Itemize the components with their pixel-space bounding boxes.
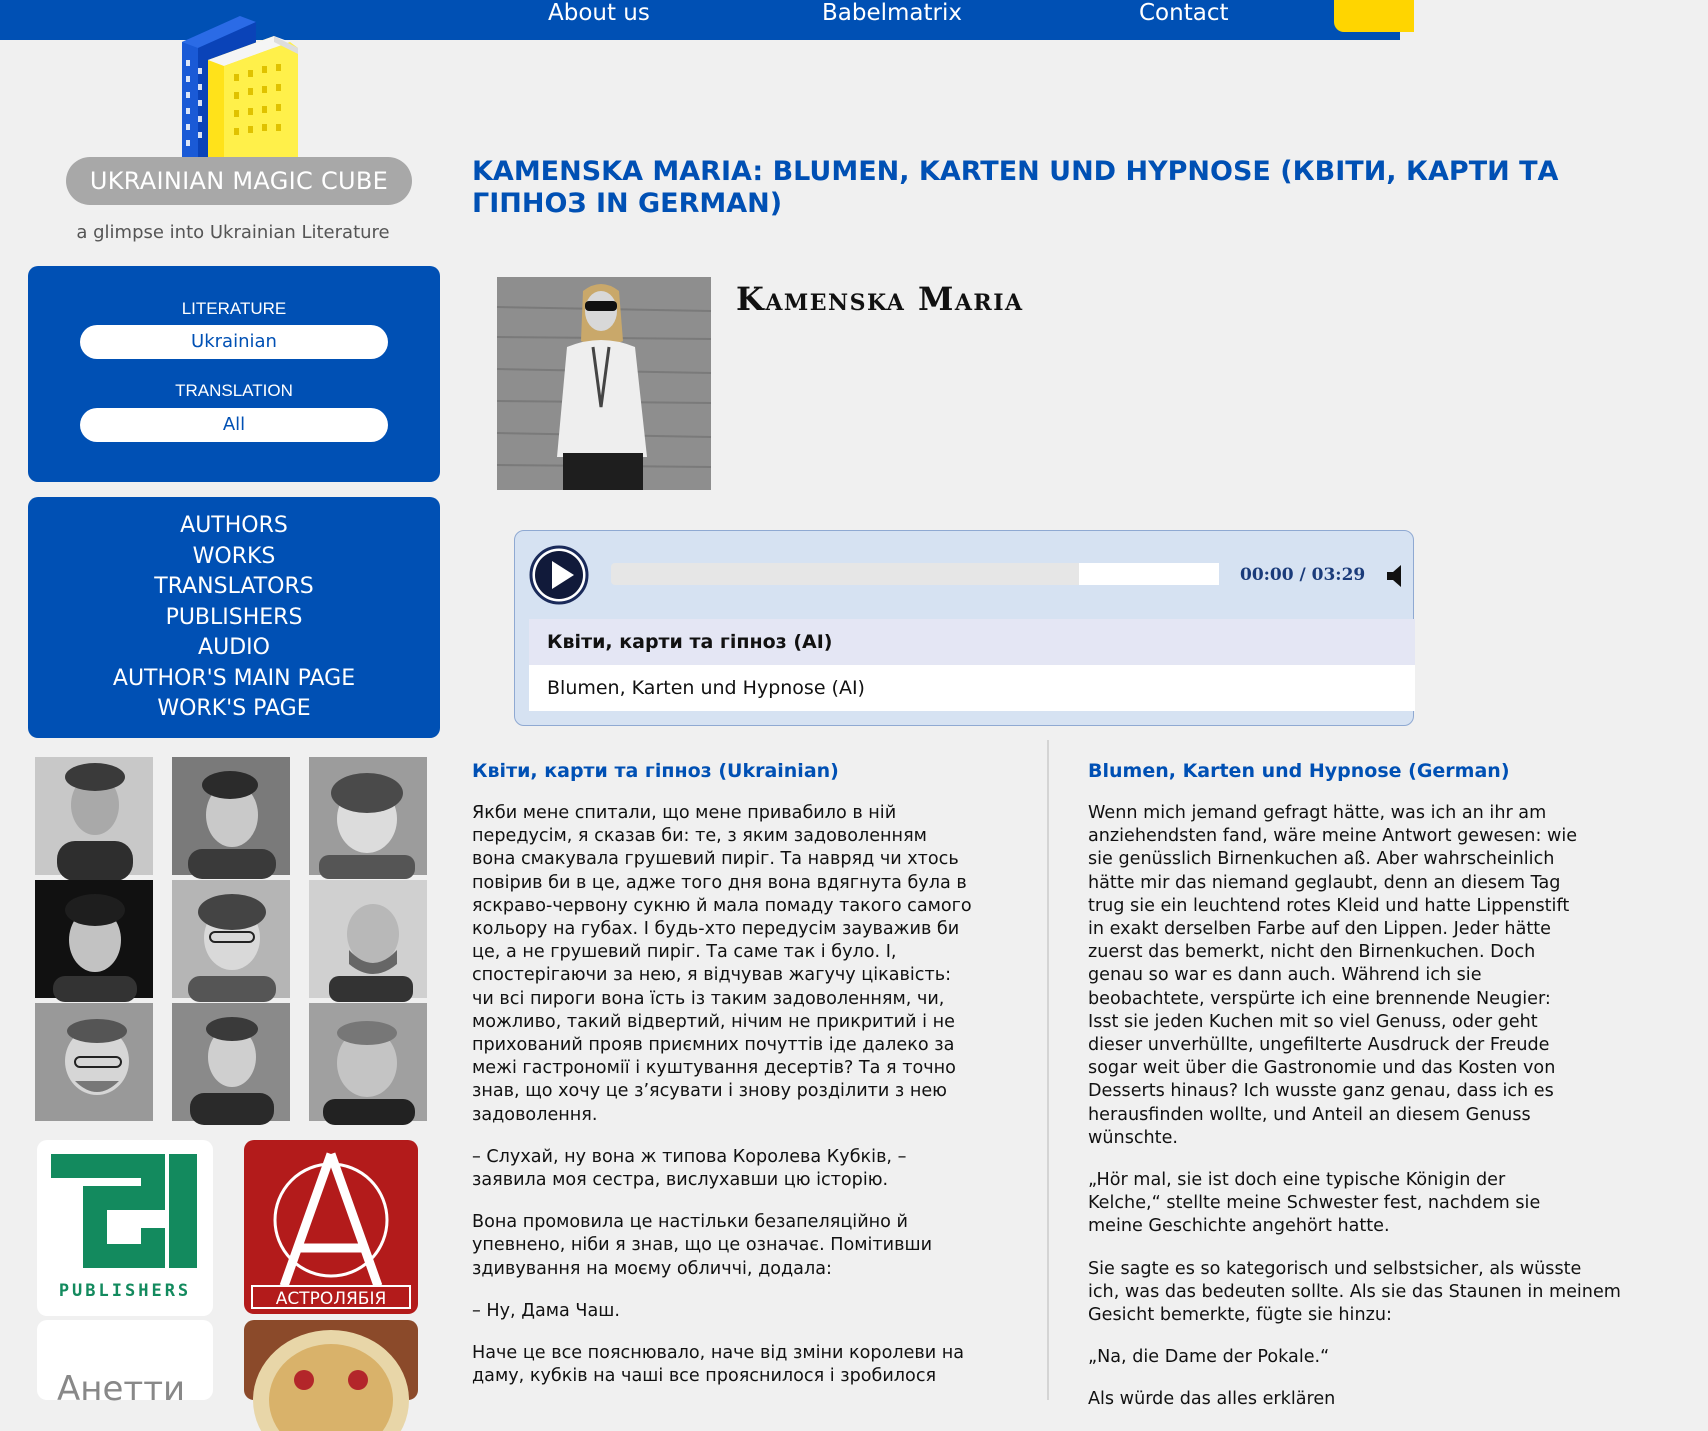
- text-line: genau so war es dann auch. Während ich sie: [1088, 965, 1482, 986]
- text-line: заявила моя сестра, вислухавши цю історію.: [472, 1170, 889, 1191]
- author-portrait[interactable]: [309, 1003, 427, 1121]
- text-paragraph: [472, 1300, 1032, 1323]
- play-icon: [529, 545, 589, 605]
- filter-panel: [28, 266, 440, 482]
- publisher-ornament-logo[interactable]: [244, 1320, 418, 1400]
- publisher-astrolabia-logo[interactable]: [244, 1140, 418, 1314]
- audio-player: [514, 530, 1414, 726]
- text-line: Sie sagte es so kategorisch und selbstsicher, als wüsste: [1088, 1258, 1582, 1279]
- text-line: zuerst das bemerkt, nicht den Birnenkuchen. Doch: [1088, 942, 1536, 963]
- author-portrait[interactable]: [309, 880, 427, 998]
- text-line: прихований прояв приємних почуттів іде далеко за: [472, 1035, 955, 1056]
- text-paragraph: [472, 1146, 1032, 1192]
- text-line: dieser unverhüllte, ungefilterte Ausdruck der Freude: [1088, 1035, 1550, 1056]
- text-paragraph: [1088, 802, 1708, 1150]
- text-paragraph: [1088, 1169, 1708, 1239]
- text-paragraph: [472, 802, 1032, 1127]
- text-line: hätte mir das niemand geglaubt, denn an diesem Tag: [1088, 872, 1561, 893]
- publisher-21-text: PUBLISHERS: [58, 1281, 192, 1301]
- text-line: – Слухай, ну вона ж типова Королева Кубків, –: [472, 1146, 907, 1167]
- progress-buffered: [1079, 563, 1219, 585]
- text-line: wünschte.: [1088, 1127, 1178, 1148]
- text-paragraph: [1088, 1388, 1708, 1411]
- play-button[interactable]: [529, 545, 589, 605]
- menu-works[interactable]: WORKS: [192, 543, 276, 569]
- author-portrait[interactable]: [172, 757, 290, 875]
- ukrainian-text-title: Квіти, карти та гіпноз (Ukrainian): [472, 760, 839, 782]
- text-line: Desserts hinaus? Ich wusste ganz genau, dass ich es: [1088, 1081, 1554, 1102]
- text-line: задоволення.: [472, 1104, 598, 1125]
- author-portrait[interactable]: [35, 1003, 153, 1121]
- text-line: herausfinden wollte, und Anteil an diesem Genuss: [1088, 1104, 1531, 1125]
- text-line: чи всі пироги вона їсть із таким задоволенням, чи,: [472, 988, 945, 1009]
- text-line: повірив би в це, адже того дня вона вдягнута була в: [472, 872, 967, 893]
- author-portrait[interactable]: [35, 880, 153, 998]
- text-paragraph: [1088, 1346, 1708, 1369]
- publisher-anetta-text: Анетти: [57, 1369, 186, 1409]
- author-portrait[interactable]: [309, 757, 427, 875]
- text-line: Вона промовила це настільки безапеляційно й: [472, 1212, 908, 1233]
- column-divider: [1047, 740, 1049, 1400]
- german-text-title: Blumen, Karten und Hypnose (German): [1088, 760, 1510, 782]
- page-title-line2: ГІПНОЗ IN GERMAN): [472, 188, 783, 219]
- author-portrait[interactable]: [172, 880, 290, 998]
- text-paragraph: [472, 1342, 1032, 1388]
- author-portrait[interactable]: [172, 1003, 290, 1121]
- text-line: Wenn mich jemand gefragt hätte, was ich an ihr am: [1088, 803, 1547, 823]
- author-name[interactable]: Kamenska Maria: [736, 280, 1024, 318]
- text-line: – Ну, Дама Чаш.: [472, 1300, 620, 1321]
- text-line: вона смакувала грушевий пиріг. Та навряд чи хтось: [472, 849, 959, 870]
- menu-translators[interactable]: TRANSLATORS: [154, 574, 314, 599]
- text-line: Gesicht bemerkte, fügte sie hinzu:: [1088, 1305, 1392, 1326]
- translation-label: TRANSLATION: [175, 381, 293, 400]
- time-display: 00:00 / 03:29: [1240, 565, 1366, 585]
- nav-babelmatrix[interactable]: Babelmatrix: [822, 0, 962, 26]
- menu-authors[interactable]: AUTHORS: [180, 513, 288, 538]
- page-title-line1: KAMENSKA MARIA: BLUMEN, KARTEN UND HYPNOSE (КВІТИ, КАРТИ ТА: [472, 156, 1559, 187]
- text-line: Kelche,“ stellte meine Schwester fest, nachdem sie: [1088, 1193, 1541, 1214]
- text-line: sogar weit über die Gastronomie und das Kosten von: [1088, 1058, 1556, 1079]
- nav-contact[interactable]: Contact: [1139, 0, 1229, 26]
- volume-icon[interactable]: [1385, 563, 1415, 593]
- text-line: beobachtete, verspürte ich eine brennende Neugier:: [1088, 988, 1551, 1009]
- text-line: межі гастрономії і куштування десертів? Та я точно: [472, 1058, 956, 1079]
- text-line: знав, що хочу це з’ясувати і знову розділити з нею: [472, 1081, 947, 1102]
- books-logo-icon[interactable]: [178, 8, 302, 160]
- literature-label: LITERATURE: [181, 299, 287, 318]
- menu-authors-main-page[interactable]: AUTHOR'S MAIN PAGE: [112, 665, 356, 691]
- text-line: спостерігаючи за нею, я відчував жагучу цікавість:: [472, 965, 952, 986]
- progress-bar[interactable]: [611, 563, 1219, 585]
- text-line: Isst sie jeden Kuchen mit so viel Genuss, oder geht: [1088, 1011, 1538, 1032]
- text-paragraph: [472, 1211, 1032, 1281]
- text-line: „Na, die Dame der Pokale.“: [1088, 1347, 1330, 1368]
- publisher-astrolabia-text: АСТРОЛЯБІЯ: [275, 1289, 387, 1309]
- literature-select[interactable]: Ukrainian: [80, 325, 388, 359]
- ukrainian-text: [472, 802, 1032, 1407]
- menu-audio[interactable]: AUDIO: [198, 635, 270, 660]
- author-photo: [497, 277, 711, 490]
- text-line: Якби мене спитали, що мене привабило в ній: [472, 803, 897, 823]
- text-line: передусім, я сказав би: те, з яким задоволенням: [472, 826, 927, 847]
- side-menu: [28, 497, 440, 738]
- track-ukrainian[interactable]: Квіти, карти та гіпноз (AI): [529, 619, 1415, 665]
- text-line: упевнено, ніби я знав, що це означає. Помітивши: [472, 1235, 933, 1256]
- menu-publishers[interactable]: PUBLISHERS: [165, 604, 303, 630]
- menu-works-page[interactable]: WORK'S PAGE: [157, 696, 311, 721]
- text-line: trug sie ein leuchtend rotes Kleid und hatte Lippenstift: [1088, 895, 1570, 916]
- nav-about-us[interactable]: About us: [548, 0, 650, 26]
- language-tab[interactable]: [1334, 0, 1414, 32]
- text-line: anziehendsten fand, wäre meine Antwort gewesen: wie: [1088, 826, 1578, 847]
- text-line: Als würde das alles erklären: [1088, 1389, 1336, 1410]
- text-line: можливо, такий відвертий, нічим не прикритий і не: [472, 1011, 955, 1032]
- text-line: Наче це все пояснювало, наче від зміни королеви на: [472, 1343, 965, 1364]
- text-line: здивування на моєму обличчі, додала:: [472, 1258, 832, 1279]
- text-line: даму, кубків на чаші все прояснилося і зробилося: [472, 1366, 937, 1387]
- text-line: „Hör mal, sie ist doch eine typische Königin der: [1088, 1170, 1506, 1191]
- text-line: кольору на губах. І будь-хто передусім зауважив би: [472, 919, 960, 940]
- author-portrait[interactable]: [35, 757, 153, 875]
- german-text: [1088, 802, 1708, 1431]
- text-paragraph: [1088, 1258, 1708, 1328]
- translation-select[interactable]: All: [80, 408, 388, 442]
- site-tagline: a glimpse into Ukrainian Literature: [76, 222, 390, 243]
- site-logo-name[interactable]: UKRAINIAN MAGIC CUBE: [66, 157, 412, 205]
- text-line: meine Geschichte angehört hatte.: [1088, 1216, 1390, 1237]
- text-line: in exakt derselben Farbe auf den Lippen. Jeder hätte: [1088, 919, 1551, 940]
- text-line: sie genüsslich Birnenkuchen aß. Aber wahrscheinlich: [1088, 849, 1555, 870]
- page-title: [472, 156, 1559, 220]
- track-german[interactable]: Blumen, Karten und Hypnose (AI): [529, 665, 1415, 711]
- text-line: яскраво-червону сукню й мала помаду такого самого: [472, 895, 972, 916]
- text-line: ich, was das bedeuten sollte. Als sie das Staunen in meinem: [1088, 1281, 1621, 1302]
- publisher-anetta-logo[interactable]: [37, 1320, 213, 1409]
- text-line: це, а не грушевий пиріг. Та саме так і було. І,: [472, 942, 897, 963]
- publisher-21-logo[interactable]: [37, 1140, 213, 1316]
